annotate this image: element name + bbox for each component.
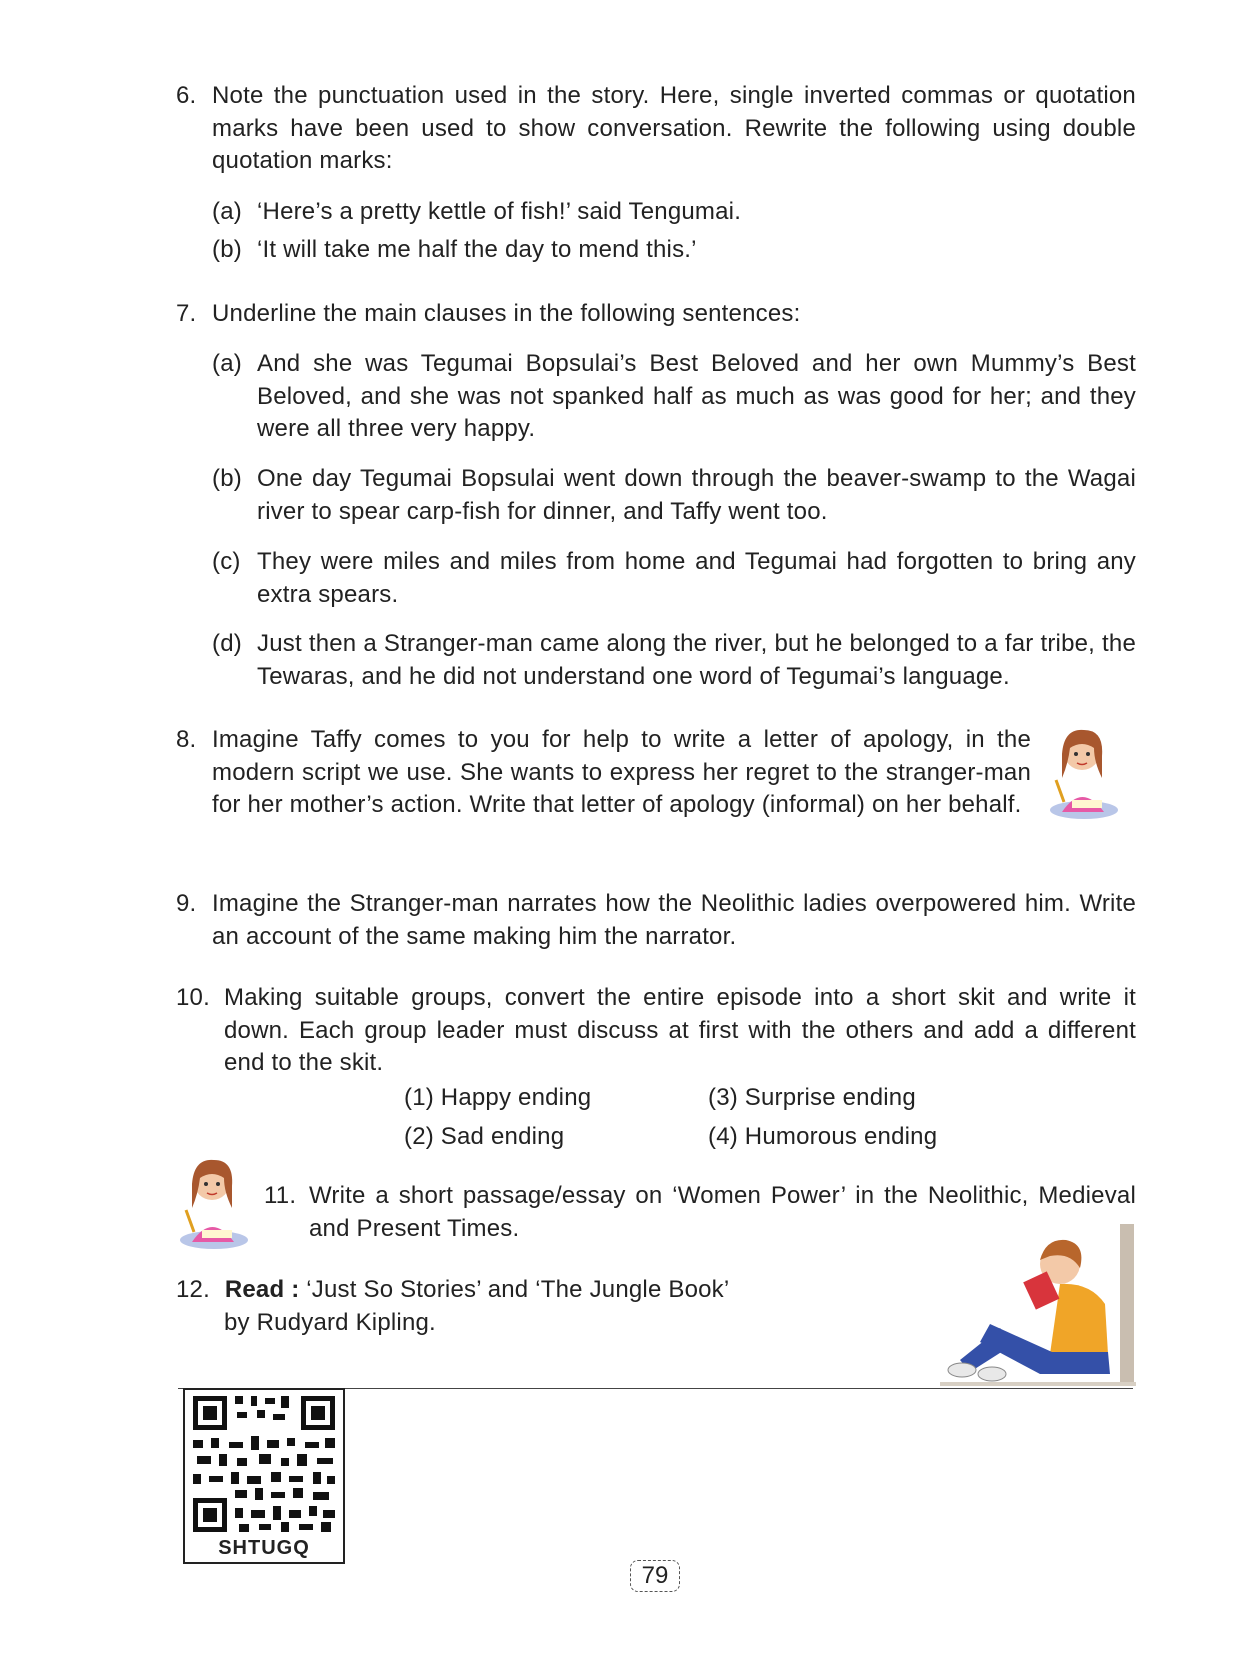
ending-option-2: (2) Sad ending (404, 1123, 565, 1150)
q7-item-c (212, 546, 1136, 611)
item-text: And she was Tegumai Bopsulai’s Best Beloved and her own Mummy’s Best Beloved, and she was not spanked half as much as was good for her; and they were all three very happy. (257, 350, 1136, 442)
question-9 (176, 888, 1136, 953)
item-text: Just then a Stranger-man came along the river, but he belonged to a far tribe, the Tewaras, and he did not understand one word of Tegumai’s language. (257, 630, 1136, 690)
question-number: 9. (176, 890, 197, 917)
read-label: Read : (224, 1276, 307, 1303)
item-label: (d) (212, 630, 242, 657)
item-label: (a) (212, 350, 242, 377)
question-number: 7. (176, 300, 197, 327)
question-12-line-2: by Rudyard Kipling. (224, 1309, 436, 1336)
item-label: (b) (212, 236, 242, 263)
q7-item-a (212, 348, 1136, 446)
q6-item-b (212, 234, 1092, 267)
item-text: ‘It will take me half the day to mend this.’ (257, 236, 697, 263)
item-label: (a) (212, 198, 242, 225)
boy-reading-illustration (940, 1224, 1136, 1388)
qr-code[interactable] (183, 1388, 345, 1564)
question-text: Imagine the Stranger-man narrates how the Neolithic ladies overpowered him. Write an account of the same making him the narrator. (212, 890, 1136, 950)
item-label: (c) (212, 548, 241, 575)
question-text: Imagine Taffy comes to you for help to write a letter of apology, in the modern script we use. She wants to express her regret to the stranger-man for her mother’s action. Write that letter of apology (informal) on her behalf. (212, 726, 1031, 818)
item-text: They were miles and miles from home and Tegumai had forgotten to bring any extra spears. (257, 548, 1136, 608)
ending-option-4: (4) Humorous ending (708, 1123, 938, 1150)
question-text: Underline the main clauses in the following sentences: (212, 300, 801, 327)
qr-label: SHTUGQ (218, 1537, 310, 1559)
item-label: (b) (212, 465, 242, 492)
q7-item-b (212, 463, 1136, 528)
ending-option-3: (3) Surprise ending (708, 1084, 916, 1111)
page-number: 79 (630, 1560, 680, 1592)
item-text: ‘Here’s a pretty kettle of fish!’ said Tengumai. (257, 198, 742, 225)
item-text: One day Tegumai Bopsulai went down through the beaver-swamp to the Wagai river to spear carp-fish for dinner, and Taffy went too. (257, 465, 1136, 525)
girl-writing-illustration (1042, 722, 1122, 822)
question-12 (176, 1274, 729, 1307)
question-text: Making suitable groups, convert the entire episode into a short skit and write it down. Each group leader must discuss at first with the others and add a different end to the skit. (224, 984, 1136, 1076)
q6-item-a (212, 196, 1092, 229)
girl-writing-illustration (172, 1152, 252, 1252)
qr-code-pattern (185, 1390, 343, 1538)
question-6 (176, 80, 1136, 178)
question-7 (176, 298, 1136, 331)
question-number: 12. (176, 1276, 210, 1303)
question-number: 10. (176, 984, 210, 1011)
question-text: ‘Just So Stories’ and ‘The Jungle Book’ (306, 1276, 730, 1303)
question-10 (176, 982, 1136, 1080)
q7-item-d (212, 628, 1136, 693)
question-text: Note the punctuation used in the story. Here, single inverted commas or quotation marks have been used to show conversation. Rewrite the following using double quotation marks: (212, 82, 1136, 174)
question-number: 11. (264, 1182, 297, 1209)
ending-option-1: (1) Happy ending (404, 1084, 592, 1111)
question-number: 6. (176, 82, 197, 109)
question-text: Write a short passage/essay on ‘Women Power’ in the Neolithic, Medieval and Present Times. (309, 1182, 1136, 1242)
question-number: 8. (176, 726, 197, 753)
question-8 (176, 724, 1031, 822)
